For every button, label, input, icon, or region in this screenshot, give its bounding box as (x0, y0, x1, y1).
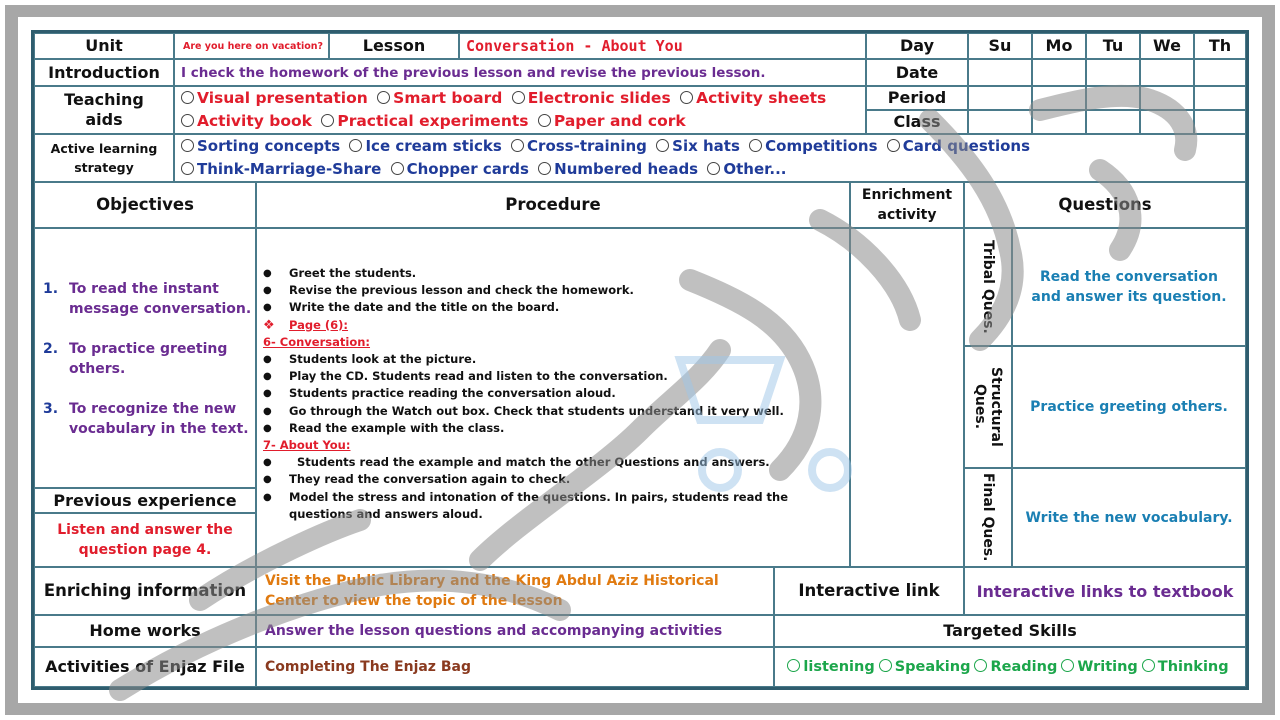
unit-value: Are you here on vacation? (174, 33, 329, 59)
procedure-step: ● Play the CD. Students read and listen to the conversation. (263, 369, 668, 384)
procedure-step: ● Read the example with the class. (263, 420, 505, 435)
aid-practical-experiments[interactable]: Practical experiments (321, 110, 528, 133)
radio-circle-icon (391, 162, 404, 175)
procedure-step: ● Students practice reading the conversation aloud. (263, 386, 616, 401)
teaching-aids-label-line1: Teaching (64, 90, 144, 109)
radio-circle-icon (321, 114, 334, 127)
enrichment-header (850, 182, 964, 228)
radio-circle-icon (879, 659, 892, 672)
aid-paper-and-cork[interactable]: Paper and cork (538, 110, 686, 133)
class-label: Class (866, 110, 968, 134)
objectives-header: Objectives (34, 182, 256, 228)
date-we-cell (1140, 59, 1194, 86)
aid-activity-book[interactable]: Activity book (181, 110, 312, 133)
class-mo-cell (1032, 110, 1086, 134)
day-tu: Tu (1086, 33, 1140, 59)
objective-item: 2. To practice greeting others. (43, 341, 228, 377)
targeted-skills-label: Targeted Skills (774, 615, 1246, 647)
strategy-label-line2: strategy (74, 160, 134, 175)
date-th-cell (1194, 59, 1246, 86)
day-label: Day (866, 33, 968, 59)
strategy-label (34, 134, 174, 182)
strategy-numbered-heads[interactable]: Numbered heads (538, 158, 698, 181)
teaching-aids-label (34, 86, 174, 134)
date-label: Date (866, 59, 968, 86)
radio-circle-icon (749, 139, 762, 152)
class-th-cell (1194, 110, 1246, 134)
procedure-step: ● Go through the Watch out box. Check that students understand it very well. (263, 403, 784, 418)
class-we-cell (1140, 110, 1194, 134)
interactive-link-value[interactable]: Interactive links to textbook (964, 567, 1246, 615)
date-su-cell (968, 59, 1032, 86)
targeted-skills-options (774, 647, 1246, 687)
interactive-link-label: Interactive link (774, 567, 964, 615)
enjaz-file-label: Activities of Enjaz File (34, 647, 256, 687)
day-we: We (1140, 33, 1194, 59)
home-works-value: Answer the lesson questions and accompanying activities (256, 615, 774, 647)
class-su-cell (968, 110, 1032, 134)
lesson-plan-page (31, 30, 1249, 690)
strategy-options (174, 134, 1246, 182)
radio-circle-icon (707, 162, 720, 175)
page-reference: ❖ Page (6): (257, 317, 841, 334)
procedure-step: ● Students read the example and match the other Questions and answers. (263, 455, 770, 470)
tribal-ques-label: Tribal Ques. (980, 240, 996, 334)
strategy-card-questions[interactable]: Card questions (887, 135, 1030, 158)
period-th-cell (1194, 86, 1246, 110)
skill-listening[interactable]: listening (787, 659, 874, 675)
strategy-label-line1: Active learning (50, 141, 158, 156)
radio-circle-icon (538, 162, 551, 175)
strategy-think-marriage-share[interactable]: Think-Marriage-Share (181, 158, 381, 181)
radio-circle-icon (181, 91, 194, 104)
radio-circle-icon (511, 139, 524, 152)
enrichment-header-line2: activity (877, 207, 937, 223)
teaching-aids-label-line2: aids (85, 110, 123, 129)
lesson-value: Conversation - About You (459, 33, 866, 59)
radio-circle-icon (1061, 659, 1074, 672)
enjaz-file-value: Completing The Enjaz Bag (256, 647, 774, 687)
radio-circle-icon (787, 659, 800, 672)
unit-label: Unit (34, 33, 174, 59)
radio-circle-icon (1142, 659, 1155, 672)
procedure-step: ● Students look at the picture. (263, 352, 477, 367)
diamond-bullet-icon: ❖ (263, 317, 275, 333)
radio-circle-icon (181, 162, 194, 175)
previous-experience-label: Previous experience (34, 488, 256, 513)
aid-activity-sheets[interactable]: Activity sheets (680, 87, 826, 110)
skill-writing[interactable]: Writing (1061, 659, 1137, 675)
radio-circle-icon (974, 659, 987, 672)
strategy-sorting-concepts[interactable]: Sorting concepts (181, 135, 340, 158)
procedure-step: ● Write the date and the title on the board. (263, 300, 560, 315)
period-su-cell (968, 86, 1032, 110)
teaching-aids-options (174, 86, 866, 134)
enrichment-activity-cell (850, 228, 964, 567)
date-mo-cell (1032, 59, 1086, 86)
day-su: Su (968, 33, 1032, 59)
final-ques-label: Final Ques. (980, 473, 996, 562)
aid-electronic-slides[interactable]: Electronic slides (512, 87, 671, 110)
skill-thinking[interactable]: Thinking (1142, 659, 1229, 675)
aid-smart-board[interactable]: Smart board (377, 87, 502, 110)
objective-item: 3. To recognize the new vocabulary in the text. (43, 401, 249, 437)
enriching-info-label: Enriching information (34, 567, 256, 615)
day-mo: Mo (1032, 33, 1086, 59)
strategy-six-hats[interactable]: Six hats (656, 135, 740, 158)
radio-circle-icon (538, 114, 551, 127)
period-tu-cell (1086, 86, 1140, 110)
introduction-label: Introduction (34, 59, 174, 86)
class-tu-cell (1086, 110, 1140, 134)
radio-circle-icon (680, 91, 693, 104)
questions-header: Questions (964, 182, 1246, 228)
section-conversation-title: 6- Conversation: (263, 334, 371, 349)
period-label: Period (866, 86, 968, 110)
structural-ques-label: Structural Ques. (972, 367, 1004, 447)
strategy-competitions[interactable]: Competitions (749, 135, 877, 158)
skill-reading[interactable]: Reading (974, 659, 1057, 675)
procedure-header: Procedure (256, 182, 850, 228)
final-ques-text: Write the new vocabulary. (1012, 468, 1246, 567)
radio-circle-icon (377, 91, 390, 104)
procedure-step: ● Revise the previous lesson and check the homework. (263, 283, 634, 298)
day-th: Th (1194, 33, 1246, 59)
period-we-cell (1140, 86, 1194, 110)
previous-experience-value: Listen and answer the question page 4. (34, 513, 256, 567)
radio-circle-icon (656, 139, 669, 152)
introduction-value: I check the homework of the previous lesson and revise the previous lesson. (174, 59, 866, 86)
enrichment-header-line1: Enrichment (861, 187, 953, 203)
skill-speaking[interactable]: Speaking (879, 659, 971, 675)
aid-visual-presentation[interactable]: Visual presentation (181, 87, 368, 110)
date-tu-cell (1086, 59, 1140, 86)
strategy-other[interactable]: Other... (707, 158, 786, 181)
period-mo-cell (1032, 86, 1086, 110)
final-ques-label-cell (964, 468, 1012, 567)
home-works-label: Home works (34, 615, 256, 647)
radio-circle-icon (349, 139, 362, 152)
radio-circle-icon (512, 91, 525, 104)
radio-circle-icon (181, 114, 194, 127)
tribal-ques-text: Read the conversation and answer its question. (1012, 228, 1246, 346)
enriching-info-value: Visit the Public Library and the King Abdul Aziz Historical Center to view the topic of the lesson (256, 567, 774, 615)
procedure-cell (256, 228, 850, 567)
tribal-ques-label-cell (964, 228, 1012, 346)
objectives-list (35, 279, 255, 459)
section-about-you-title: 7- About You: (263, 438, 351, 453)
radio-circle-icon (181, 139, 194, 152)
procedure-step: ● They read the conversation again to check. (263, 472, 571, 487)
structural-ques-text: Practice greeting others. (1012, 346, 1246, 468)
procedure-step: ● Greet the students. (263, 266, 417, 280)
strategy-chopper-cards[interactable]: Chopper cards (391, 158, 529, 181)
procedure-step: ● Model the stress and intonation of the questions. In pairs, students read the questions and answers aloud. (263, 489, 789, 521)
structural-ques-label-cell (964, 346, 1012, 468)
objective-item: 1. To read the instant message conversation. (43, 281, 252, 317)
strategy-cross-training[interactable]: Cross-training (511, 135, 647, 158)
procedure-body (257, 265, 841, 523)
radio-circle-icon (887, 139, 900, 152)
strategy-ice-cream-sticks[interactable]: Ice cream sticks (349, 135, 501, 158)
objectives-cell (34, 228, 256, 488)
lesson-label: Lesson (329, 33, 459, 59)
